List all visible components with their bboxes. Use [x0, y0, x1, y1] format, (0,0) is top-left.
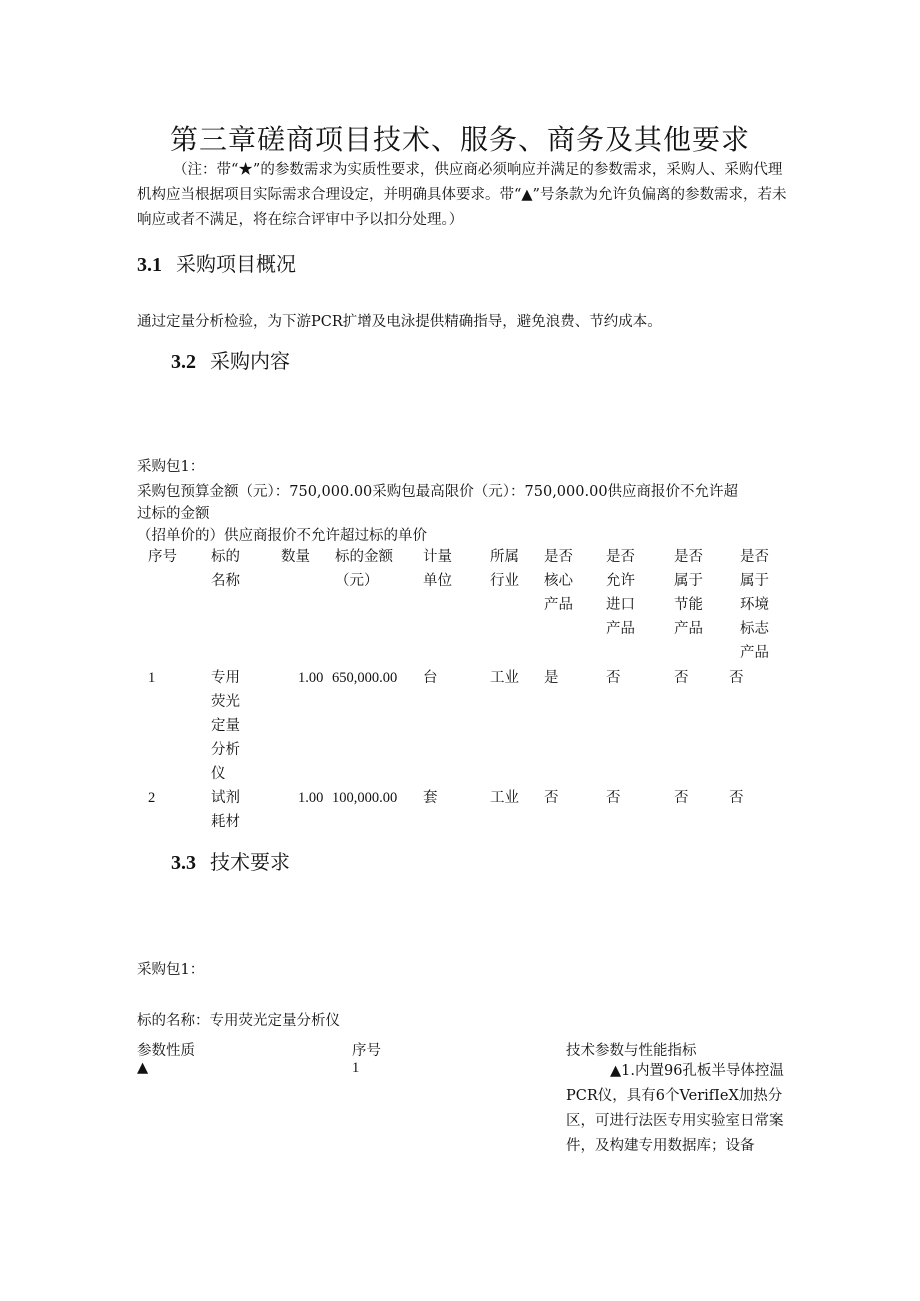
section-number: 3.1 — [137, 254, 162, 276]
table-header: 标的名称 — [211, 549, 240, 589]
spec-text: ▲1.内置96孔板半导体控温PCR仪，具有6个VerifIeX加热分区，可进行法医专用实验室日常案件，及构建专用数据库；设备 — [566, 1063, 784, 1154]
table-header: 是否核心产品 — [544, 549, 573, 613]
table-cell: 是 — [544, 670, 559, 686]
table-header: 计量单位 — [423, 549, 452, 589]
table-header: 是否属于节能产品 — [674, 549, 703, 637]
requirement-note: （注：带“★”的参数需求为实质性要求，供应商必须响应并满足的参数需求，采购人、采购代理机构应当根据项目实际需求合理设定，并明确具体要求。带“▲”号条款为允许负偏离的参数需求，若未响应或者不满足，将在综合评审中予以扣分处理。） — [137, 162, 787, 228]
page-title: 第三章磋商项目技术、服务、商务及其他要求 — [169, 123, 750, 156]
spec-index: 1 — [352, 1060, 360, 1076]
table-cell: 台 — [423, 670, 438, 686]
unit-price-note: （招单价的）供应商报价不允许超过标的单价 — [137, 528, 427, 544]
table-cell: 否 — [606, 670, 621, 686]
project-overview-text: 通过定量分析检验，为下游PCR扩增及电泳提供精确指导，避免浪费、节约成本。 — [137, 314, 662, 330]
budget-line: 采购包预算金额（元）：750,000.00采购包最高限价（元）：750,000.00供应商报价不允许超 — [137, 484, 739, 500]
table-header: 是否允许进口产品 — [606, 549, 635, 637]
budget-line-continued: 过标的金额 — [137, 506, 210, 522]
table-cell: 2 — [148, 790, 156, 806]
table-header: 序号 — [148, 549, 177, 565]
section-title: 技术要求 — [210, 850, 290, 874]
section-3-1-heading — [137, 248, 296, 277]
table-cell: 否 — [729, 670, 744, 686]
table-cell: 否 — [674, 670, 689, 686]
table-header: 所属行业 — [490, 549, 519, 589]
table-cell: 1.00 — [298, 670, 324, 686]
table-cell: 100,000.00 — [332, 790, 398, 806]
package-label-technical: 采购包1： — [137, 962, 205, 978]
section-3-2-heading — [171, 345, 290, 374]
table-header: 标的金额（元） — [335, 549, 393, 589]
table-cell: 1.00 — [298, 790, 324, 806]
table-header: 是否属于环境标志产品 — [740, 549, 769, 661]
table-cell: 套 — [423, 790, 438, 806]
table-header: 数量 — [281, 549, 310, 565]
table-cell: 工业 — [490, 670, 519, 686]
table-cell: 否 — [729, 790, 744, 806]
section-title: 采购项目概况 — [176, 252, 296, 276]
section-3-3-heading — [171, 846, 290, 875]
table-cell: 否 — [606, 790, 621, 806]
item-name: 标的名称：专用荧光定量分析仪 — [137, 1013, 340, 1029]
parameter-nature: ▲ — [137, 1060, 149, 1076]
table-cell: 否 — [544, 790, 559, 806]
tech-header: 技术参数与性能指标 — [566, 1043, 697, 1059]
tech-header: 参数性质 — [137, 1043, 195, 1059]
section-title: 采购内容 — [210, 349, 290, 373]
table-cell: 专用荧光定量分析仪 — [211, 670, 240, 782]
table-cell: 650,000.00 — [332, 670, 398, 686]
table-cell: 试剂耗材 — [211, 790, 240, 830]
table-cell: 工业 — [490, 790, 519, 806]
tech-header: 序号 — [352, 1043, 381, 1059]
section-number: 3.2 — [171, 351, 196, 373]
table-cell: 否 — [674, 790, 689, 806]
section-number: 3.3 — [171, 852, 196, 874]
package-label: 采购包1： — [137, 459, 205, 475]
table-cell: 1 — [148, 670, 156, 686]
